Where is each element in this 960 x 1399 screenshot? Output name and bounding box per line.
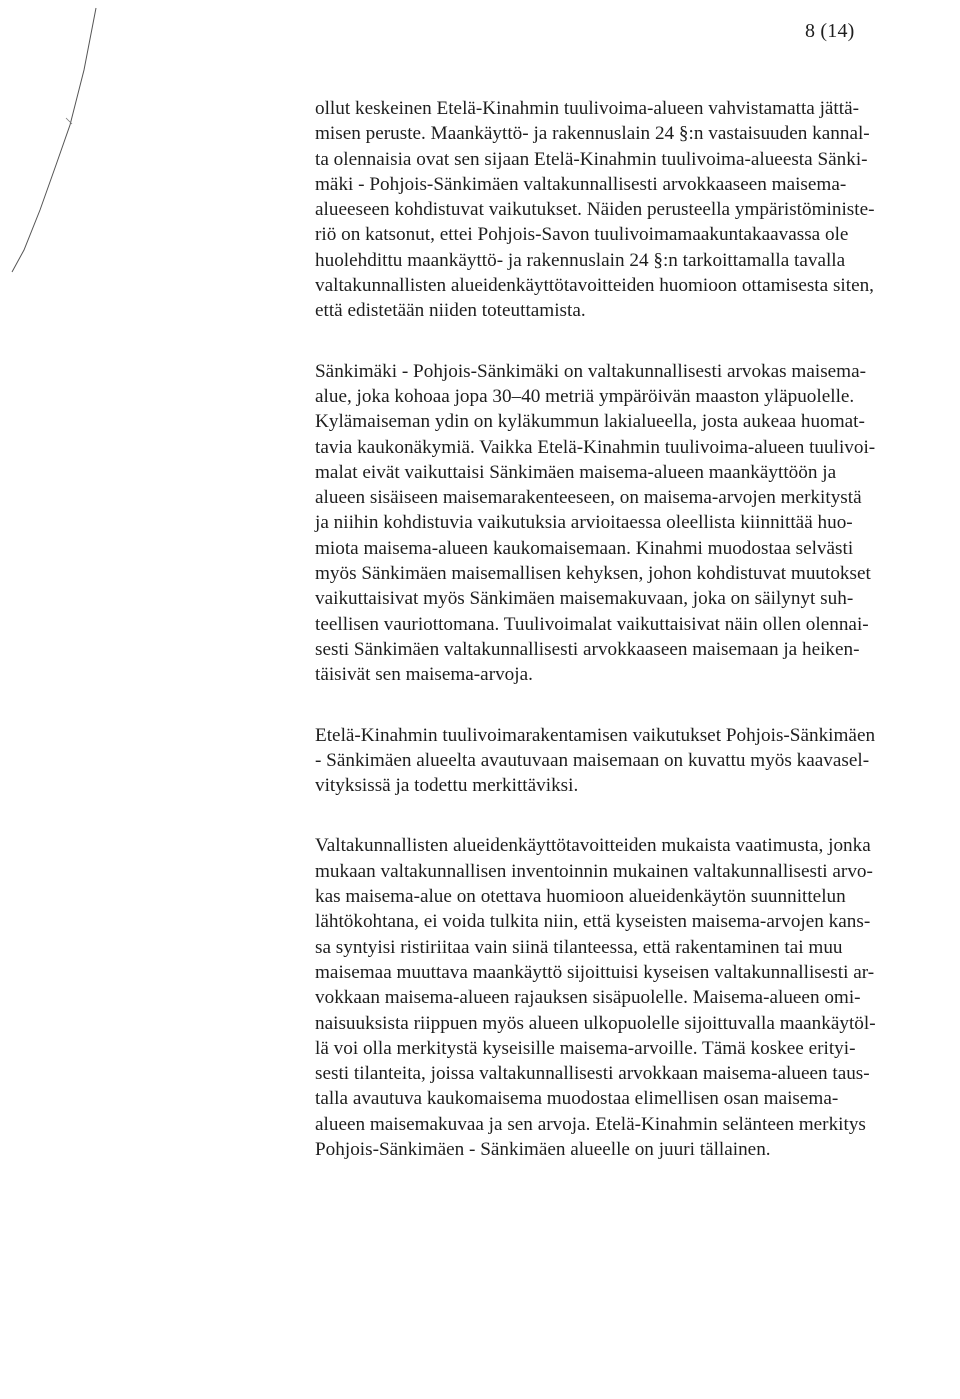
text-line: sesti tilanteita, joissa valtakunnallisesti arvokkaan maisema-alueen taus- [315, 1063, 870, 1085]
text-line: ja niihin kohdistuvia vaikutuksia arvioitaessa oleellista kiinnittää huo- [315, 512, 853, 534]
text-line: sa syntyisi ristiriitaa vain siinä tilanteessa, että rakentaminen tai muu [315, 936, 843, 958]
text-line: teellisen vauriottomana. Tuulivoimalat vaikuttaisivat näin ollen olennai- [315, 613, 869, 635]
text-line: sesti Sänkimäen valtakunnallisesti arvokkaaseen maisemaan ja heiken- [315, 638, 860, 660]
text-line: miota maisema-alueen kaukomaisemaan. Kinahmi muodostaa selvästi [315, 537, 854, 559]
text-line: riö on katsonut, ettei Pohjois-Savon tuulivoimamaakuntakaavassa ole [315, 224, 849, 246]
text-line: kas maisema-alue on otettava huomioon alueidenkäytön suunnittelun [315, 886, 846, 908]
text-line: myös Sänkimäen maisemallisen kehyksen, johon kohdistuvat muutokset [315, 563, 871, 585]
text-line: misen peruste. Maankäyttö- ja rakennuslain 24 §:n vastaisuuden kannal- [315, 123, 870, 145]
text-line: ta olennaisia ovat sen sijaan Etelä-Kinahmin tuulivoima-alueesta Sänki- [315, 148, 868, 170]
text-line: mäki - Pohjois-Sänkimäen valtakunnallisesti arvokkaaseen maisema- [315, 173, 847, 195]
text-line: maisemaa muuttava maankäyttö sijoittuisi kyseisen valtakunnallisesti ar- [315, 961, 875, 983]
text-line: Sänkimäki - Pohjois-Sänkimäki on valtakunnallisesti arvokas maisema- [315, 360, 867, 382]
text-line: täisivät sen maisema-arvoja. [315, 664, 533, 686]
text-line: malat eivät vaikuttaisi Sänkimäen maisema-alueen maankäyttöön ja [315, 461, 837, 483]
text-line: valtakunnallisten alueidenkäyttötavoitteiden huomioon ottamisesta siten, [315, 275, 874, 297]
text-line: Etelä-Kinahmin tuulivoimarakentamisen vaikutukset Pohjois-Sänkimäen [315, 724, 876, 746]
paragraph-4 [315, 833, 960, 1162]
text-line: Valtakunnallisten alueidenkäyttötavoitteiden mukaista vaatimusta, jonka [315, 835, 871, 857]
text-line: että edistetään niiden toteuttamista. [315, 300, 586, 322]
text-line: alueen maisemakuvaa ja sen arvoja. Etelä-Kinahmin selänteen merkitys [315, 1113, 866, 1135]
scan-edge-line [0, 0, 120, 280]
text-line: - Sänkimäen alueelta avautuvaan maisemaan on kuvattu myös kaavasel- [315, 749, 870, 771]
text-line: alue, joka kohoaa jopa 30–40 metriä ympäröivän maaston yläpuolelle. [315, 385, 855, 407]
text-line: lä voi olla merkitystä kyseisille maisema-arvoille. Tämä koskee erityi- [315, 1037, 856, 1059]
text-line: alueeseen kohdistuvat vaikutukset. Näiden perusteella ympäristöministe- [315, 199, 875, 221]
text-line: ollut keskeinen Etelä-Kinahmin tuulivoima-alueen vahvistamatta jättä- [315, 98, 860, 119]
text-line: talla avautuva kaukomaisema muodostaa elimellisen osan maisema- [315, 1088, 839, 1110]
text-line: vokkaan maisema-alueen rajauksen sisäpuolelle. Maisema-alueen omi- [315, 987, 861, 1009]
text-line: alueen sisäiseen maisemarakenteeseen, on maisema-arvojen merkitystä [315, 487, 862, 509]
text-line: lähtökohtana, ei voida tulkita niin, että kyseisten maisema-arvojen kans- [315, 911, 871, 933]
text-line: vaikuttaisivat myös Sänkimäen maisemakuvaan, joka on säilynyt suh- [315, 588, 854, 610]
text-line: huolehdittu maankäyttö- ja rakennuslain 24 §:n tarkoittamalla tavalla [315, 249, 846, 271]
paragraph-3 [315, 723, 960, 799]
page-number: 8 (14) [805, 20, 855, 42]
text-line: Pohjois-Sänkimäen - Sänkimäen alueelle on juuri tällainen. [315, 1138, 771, 1160]
text-line: tavia kaukonäkymiä. Vaikka Etelä-Kinahmin tuulivoima-alueen tuulivoi- [315, 436, 876, 458]
paragraph-2 [315, 359, 960, 688]
text-line: naisuuksista riippuen myös alueen ulkopuolelle sijoittuvalla maankäytöl- [315, 1012, 876, 1034]
text-line: vityksissä ja todettu merkittäviksi. [315, 775, 579, 797]
text-line: Kylämaiseman ydin on kyläkummun lakialueella, josta aukeaa huomat- [315, 411, 865, 433]
text-line: mukaan valtakunnallisen inventoinnin mukainen valtakunnallisesti arvo- [315, 860, 873, 882]
document-body [315, 96, 960, 1197]
paragraph-1 [315, 96, 960, 324]
